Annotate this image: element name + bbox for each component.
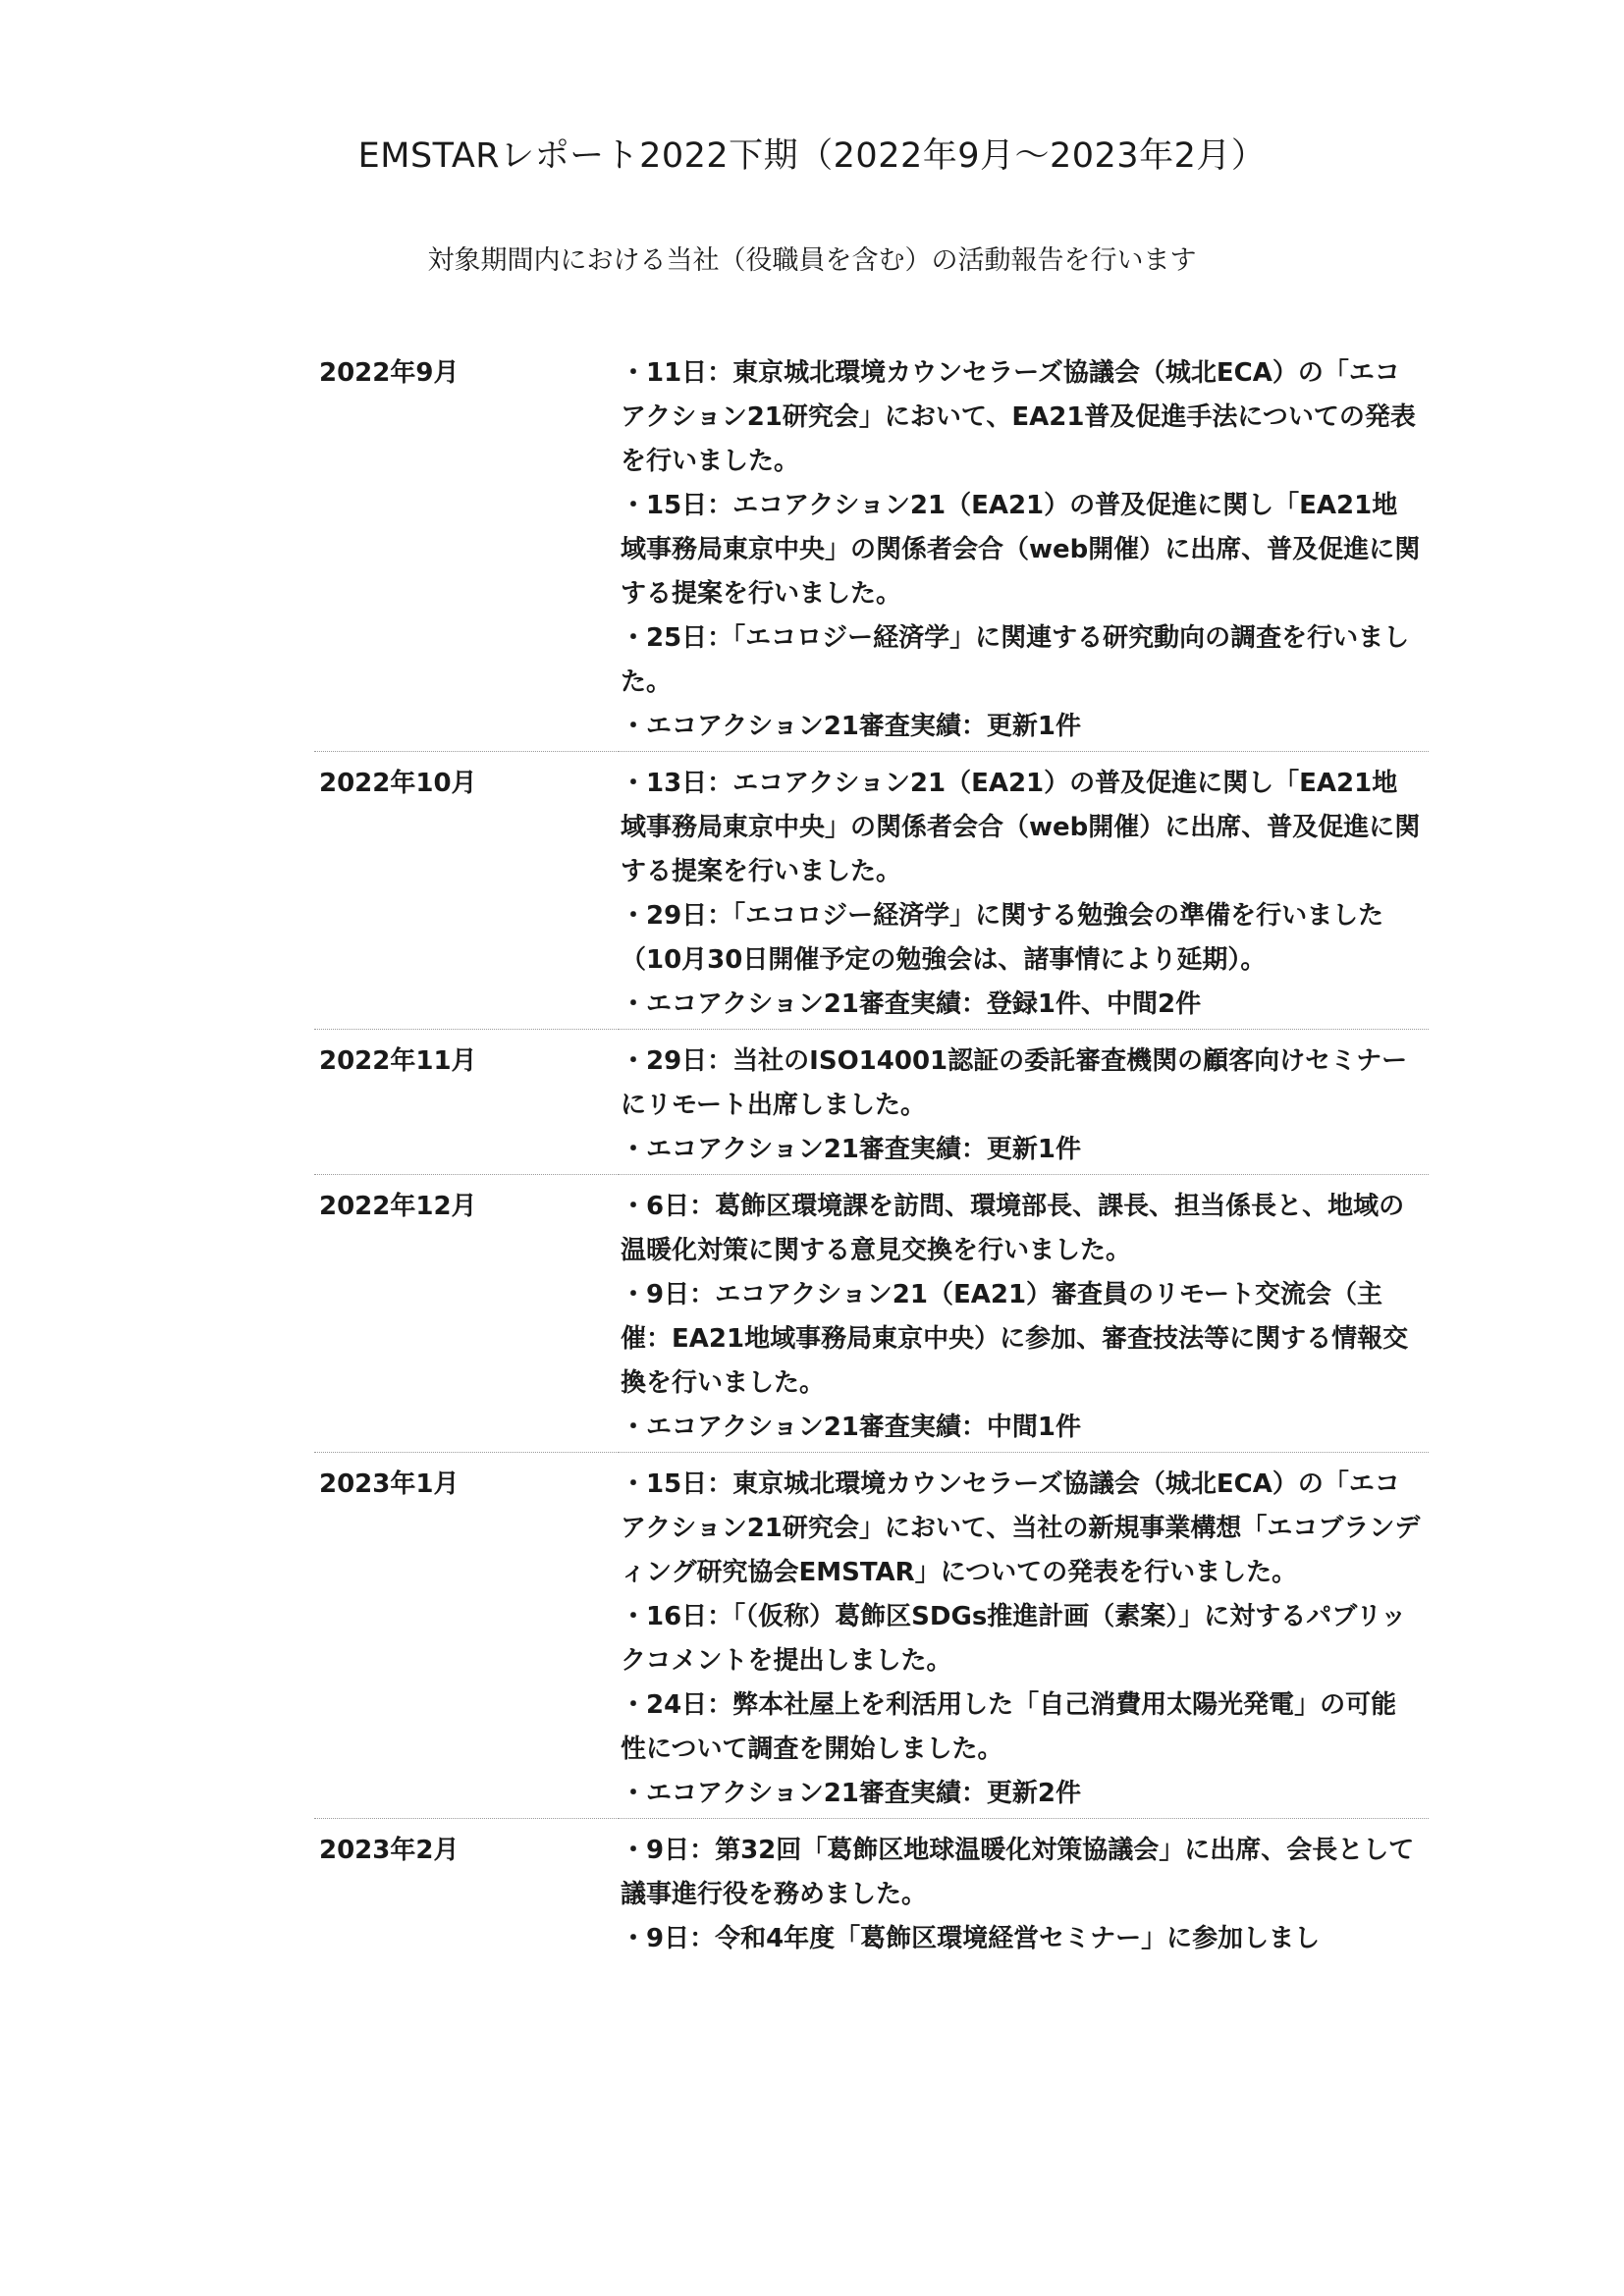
activity-report-table — [314, 342, 1429, 1963]
report-entries — [619, 752, 1429, 1030]
report-entry: ・エコアクション21審査実績：更新1件 — [621, 712, 1081, 741]
report-entries — [619, 1453, 1429, 1819]
report-row-2022-12 — [314, 1175, 1429, 1453]
report-entry: ・9日：第32回「葛飾区地球温暖化対策協議会」に出席、会長として議事進行役を務めました。 — [621, 1836, 1415, 1909]
report-month: 2023年1月 — [314, 1453, 619, 1819]
report-row-2022-11 — [314, 1030, 1429, 1175]
report-month: 2022年9月 — [319, 358, 460, 388]
report-row-2023-01 — [314, 1453, 1429, 1819]
report-row-2023-02 — [314, 1819, 1429, 1964]
report-month: 2022年11月 — [314, 1030, 619, 1175]
report-entries — [619, 342, 1429, 752]
report-entry: ・15日：東京城北環境カウンセラーズ協議会（城北ECA）の「エコアクション21研究会」において、当社の新規事業構想「エコブランディング研究協会EMSTAR」についての発表を行いました。 — [621, 1469, 1421, 1587]
report-month: 2023年2月 — [314, 1819, 619, 1964]
report-entry: ・25日：「エコロジー経済学」に関連する研究動向の調査を行いました。 — [621, 623, 1410, 697]
page-subtitle: 対象期間内における当社（役職員を含む）の活動報告を行います — [427, 245, 1197, 276]
report-row-2022-10 — [314, 752, 1429, 1030]
report-entry: ・29日：当社のISO14001認証の委託審査機関の顧客向けセミナーにリモート出席しました。 — [621, 1046, 1408, 1120]
report-entry: ・エコアクション21審査実績：更新2件 — [621, 1779, 1081, 1808]
report-entry: ・6日：葛飾区環境課を訪問、環境部長、課長、担当係長と、地域の温暖化対策に関する意見交換を行いました。 — [621, 1192, 1405, 1265]
report-entry: ・エコアクション21審査実績：更新1件 — [621, 1135, 1081, 1164]
report-entry: ・エコアクション21審査実績：中間1件 — [621, 1413, 1081, 1442]
report-entry: ・9日：令和4年度「葛飾区環境経営セミナー」に参加しまし — [621, 1924, 1321, 1953]
report-entries — [619, 1030, 1429, 1175]
report-entry: ・16日：「（仮称）葛飾区SDGs推進計画（素案）」に対するパブリックコメントを提出しました。 — [621, 1602, 1407, 1676]
report-entry: ・15日：エコアクション21（EA21）の普及促進に関し「EA21地域事務局東京中央」の関係者会合（web開催）に出席、普及促進に関する提案を行いました。 — [621, 491, 1421, 609]
page-title: EMSTARレポート2022下期（2022年9月～2023年2月） — [357, 136, 1267, 176]
report-entries — [619, 1175, 1429, 1453]
report-entry: ・24日：弊本社屋上を利活用した「自己消費用太陽光発電」の可能性について調査を開始しました。 — [621, 1690, 1397, 1764]
report-entry: ・9日：エコアクション21（EA21）審査員のリモート交流会（主催：EA21地域事務局東京中央）に参加、審査技法等に関する情報交換を行いました。 — [621, 1280, 1409, 1398]
report-entry: ・29日：「エコロジー経済学」に関する勉強会の準備を行いました（10月30日開催予定の勉強会は、諸事情により延期）。 — [621, 901, 1384, 975]
report-month: 2022年10月 — [314, 752, 619, 1030]
report-month: 2022年12月 — [314, 1175, 619, 1453]
report-entry: ・エコアクション21審査実績：登録1件、中間2件 — [621, 989, 1202, 1019]
report-entry: ・13日：エコアクション21（EA21）の普及促進に関し「EA21地域事務局東京中央」の関係者会合（web開催）に出席、普及促進に関する提案を行いました。 — [621, 769, 1421, 886]
report-row-2022-09 — [314, 342, 1429, 752]
report-entries — [619, 1819, 1429, 1964]
report-entry: ・11日：東京城北環境カウンセラーズ協議会（城北ECA）の「エコアクション21研究会」において、EA21普及促進手法についての発表を行いました。 — [621, 358, 1416, 476]
